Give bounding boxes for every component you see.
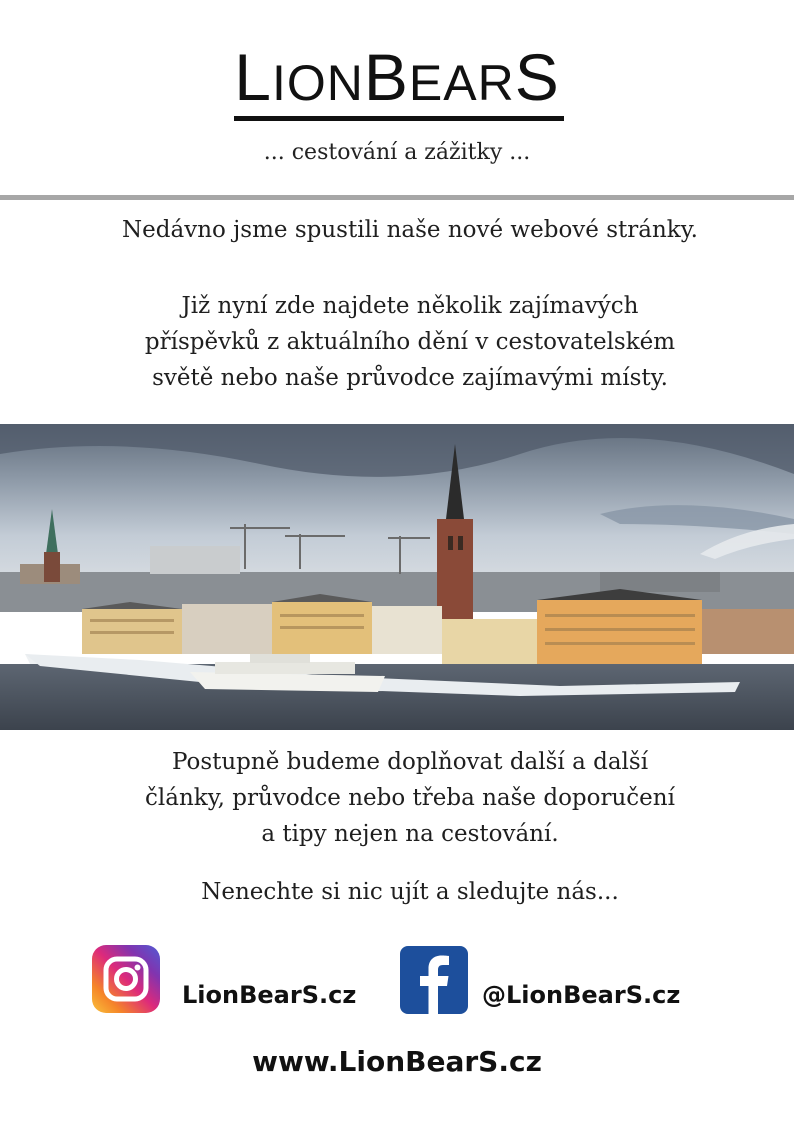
paragraph-line: a tipy nejen na cestování. [261,821,559,847]
paragraph-line: příspěvků z aktuálního dění v cestovatelském [144,329,676,355]
header-divider [0,195,794,200]
paragraph-line: Již nyní zde najdete několik zajímavých [181,293,639,319]
follow-text: Nenechte si nic ujít a sledujte nás... [201,879,619,905]
website-link[interactable]: www.LionBearS.cz [252,1045,542,1078]
paragraph-line: světě nebo naše průvodce zajímavými místy. [152,365,668,391]
instagram-icon[interactable] [92,945,160,1013]
logo-underline [234,116,564,121]
tagline: ... cestování a zážitky ... [263,140,531,165]
paragraph-line: články, průvodce nebo třeba naše doporučení [145,785,675,811]
intro-text: Nedávno jsme spustili naše nové webové stránky. [122,217,698,243]
paragraph-plans [40,744,780,852]
facebook-link[interactable]: @LionBearS.cz [482,981,681,1009]
paragraph-intro [40,288,780,396]
facebook-icon[interactable] [400,946,468,1014]
paragraph-line: Postupně budeme doplňovat další a další [171,749,649,775]
city-photo [0,424,794,730]
logo: LIONBEARS [234,40,560,114]
instagram-link[interactable]: LionBearS.cz [182,981,357,1009]
